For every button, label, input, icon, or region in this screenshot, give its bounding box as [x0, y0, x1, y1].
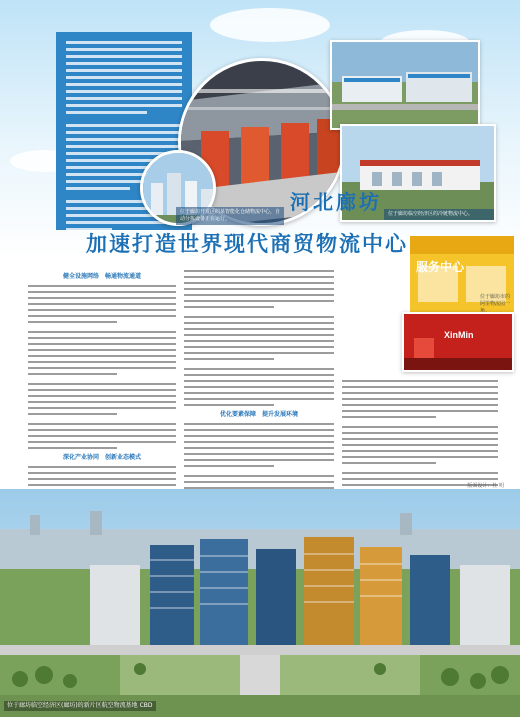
service-center-sign: 服务中心 [416, 260, 465, 274]
section-heading: 深化产业协同 创新业态模式 [62, 454, 141, 461]
article-column-2 [184, 270, 334, 499]
photo-caption: 位于廊坊市的阿里物流园一角。 [480, 294, 511, 314]
logistics-park-photo [330, 40, 480, 130]
xinmin-sign: XinMin [444, 330, 474, 340]
page-title-main: 河北廊坊 [290, 190, 382, 214]
aerial-cbd-photo [0, 489, 520, 717]
article-column-3 [342, 380, 498, 496]
design-credit: 版面设计：杜 明 [467, 483, 504, 489]
logistics-park-illustration [332, 42, 480, 130]
article-column-1 [28, 270, 176, 508]
bottom-photo-caption: 位于廊坊临空经济区(廊坊)的新片区航空物流基地 CBD [4, 701, 156, 711]
page-title-sub: 加速打造世界现代商贸物流中心 [86, 231, 408, 256]
cloud-decoration [210, 8, 330, 42]
section-heading: 健全设施网络 畅通物流通道 [62, 273, 141, 280]
aerial-cbd-illustration [0, 489, 520, 717]
center-photo-caption: 位于廊坊开发区的某智能化仓储物流中心，自动分拣设备正在运行。 [176, 207, 284, 225]
section-heading: 优化要素保障 提升发展环境 [219, 411, 298, 418]
photo-caption: 位于廊坊临空经济区的冷链物流中心。 [384, 209, 494, 220]
